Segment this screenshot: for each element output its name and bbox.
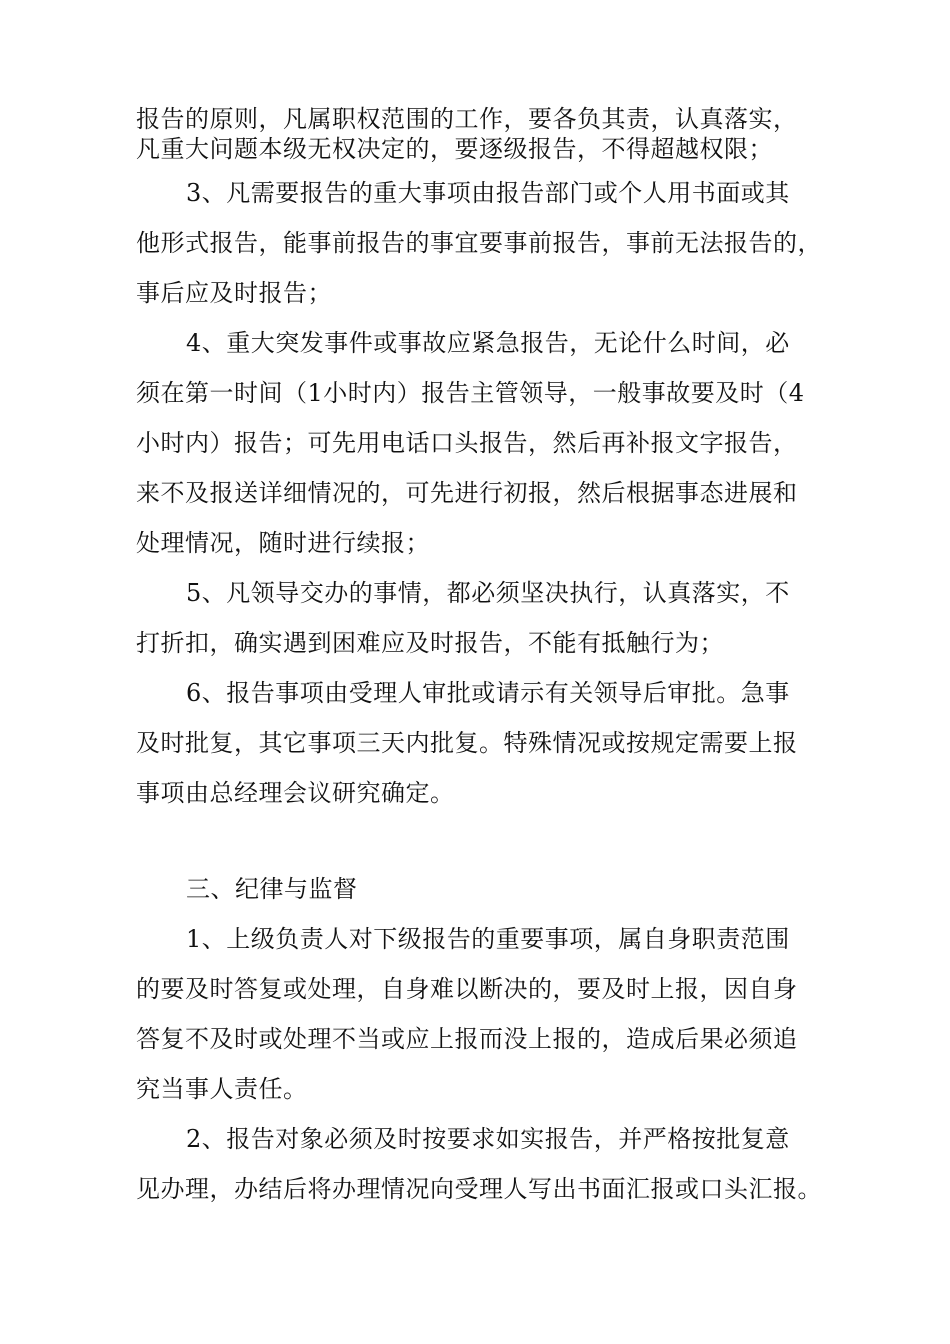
text-line: 见办理，办结后将办理情况向受理人写出书面汇报或口头汇报。: [136, 1175, 822, 1203]
text-line: 2、报告对象必须及时按要求如实报告，并严格按批复意: [186, 1125, 790, 1153]
text-line: 来不及报送详细情况的，可先进行初报，然后根据事态进展和: [136, 479, 798, 507]
section-heading: 三、纪律与监督: [186, 875, 358, 903]
text-line: 3、凡需要报告的重大事项由报告部门或个人用书面或其: [186, 179, 790, 207]
text-line: 小时内）报告；可先用电话口头报告，然后再补报文字报告，: [136, 429, 798, 457]
text-line: 究当事人责任。: [136, 1075, 308, 1103]
text-line: 5、凡领导交办的事情，都必须坚决执行，认真落实，不: [186, 579, 790, 607]
text-line: 答复不及时或处理不当或应上报而没上报的，造成后果必须追: [136, 1025, 798, 1053]
text-line: 事后应及时报告；: [136, 279, 332, 307]
text-line: 4、重大突发事件或事故应紧急报告，无论什么时间，必: [186, 329, 790, 357]
text-line: 报告的原则，凡属职权范围的工作，要各负其责，认真落实，: [136, 105, 798, 133]
text-line: 及时批复，其它事项三天内批复。特殊情况或按规定需要上报: [136, 729, 798, 757]
text-line: 1、上级负责人对下级报告的重要事项，属自身职责范围: [186, 925, 790, 953]
text-line: 打折扣，确实遇到困难应及时报告，不能有抵触行为；: [136, 629, 724, 657]
text-line: 的要及时答复或处理，自身难以断决的，要及时上报，因自身: [136, 975, 798, 1003]
text-line: 处理情况，随时进行续报；: [136, 529, 430, 557]
text-line: 须在第一时间（1小时内）报告主管领导，一般事故要及时（4: [136, 379, 805, 407]
text-line: 事项由总经理会议研究确定。: [136, 779, 455, 807]
text-line: 6、报告事项由受理人审批或请示有关领导后审批。急事: [186, 679, 790, 707]
text-line: 他形式报告，能事前报告的事宜要事前报告，事前无法报告的，: [136, 229, 822, 257]
text-line: 凡重大问题本级无权决定的，要逐级报告，不得超越权限；: [136, 135, 773, 163]
